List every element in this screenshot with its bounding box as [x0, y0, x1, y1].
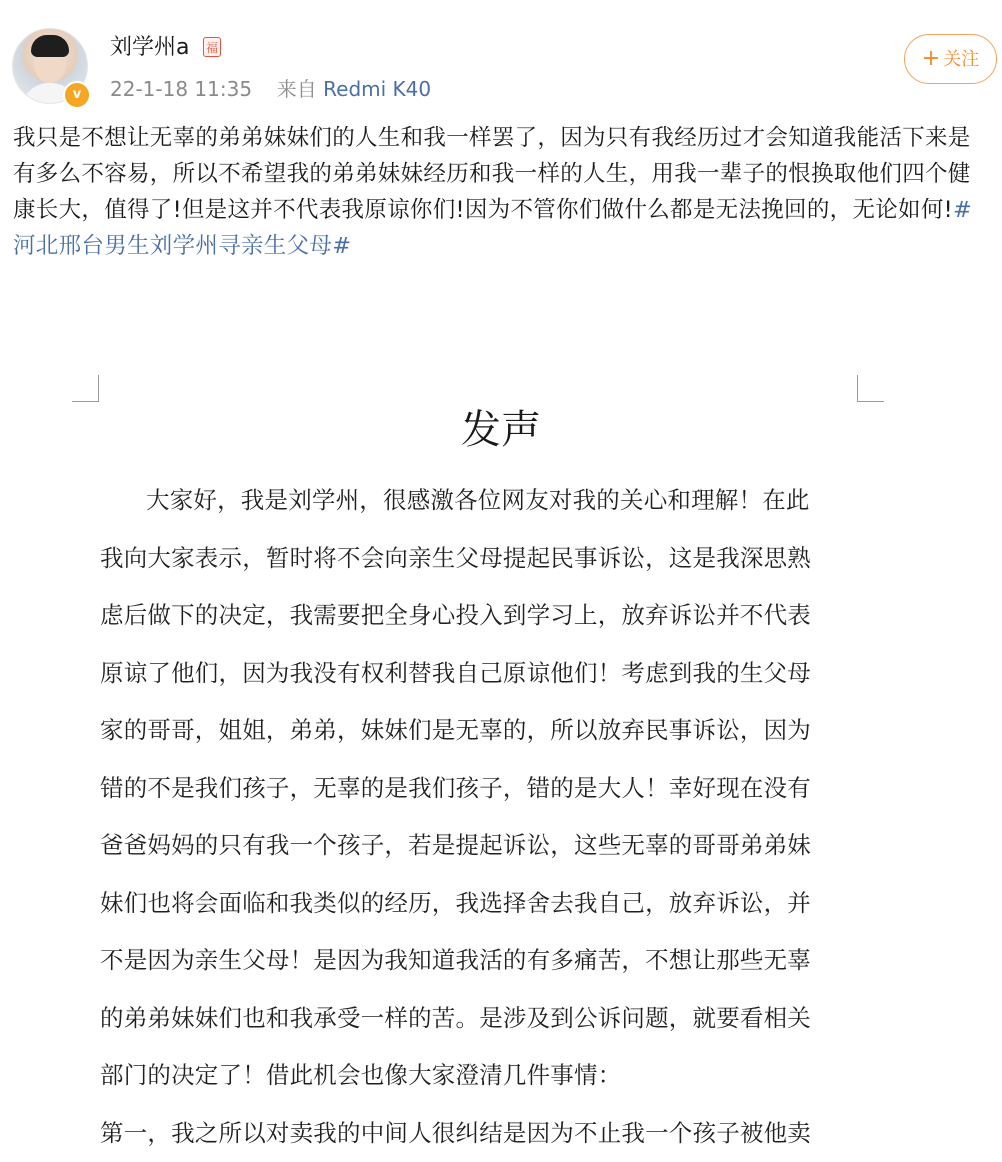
post-body-text: 我只是不想让无辜的弟弟妹妹们的人生和我一样罢了，因为只有我经历过才会知道我能活下来是有多么不容易，所以不希望我的弟弟妹妹经历和我一样的人生，用我一辈子的恨换取他们四个健康长大，值得了!但是这并不代表我原谅你们!因为不管你们做什么都是无法挽回的，无论如何!: [13, 125, 971, 223]
document-line: 第一，我之所以对卖我的中间人很纠结是因为不止我一个孩子被他卖: [100, 1105, 855, 1162]
document-line: 大家好，我是刘学州，很感激各位网友对我的关心和理解！在此: [100, 472, 855, 530]
avatar-hair: [31, 35, 69, 57]
document-line: 虑后做下的决定，我需要把全身心投入到学习上，放弃诉讼并不代表: [100, 587, 855, 645]
post-device[interactable]: Redmi K40: [323, 77, 431, 101]
follow-button[interactable]: [904, 34, 997, 84]
follow-label: 关注: [943, 49, 979, 70]
username[interactable]: 刘学州a: [110, 34, 189, 62]
document-line: 部门的决定了！借此机会也像大家澄清几件事情：: [100, 1047, 855, 1105]
document-body: [100, 472, 855, 1162]
post-timestamp: 22-1-18 11:35: [110, 77, 252, 101]
post-text: [13, 120, 993, 264]
document-line: 家的哥哥，姐姐，弟弟，妹妹们是无辜的，所以放弃民事诉讼，因为: [100, 702, 855, 760]
plus-icon: +: [922, 46, 940, 71]
document-line: 爸爸妈妈的只有我一个孩子，若是提起诉讼，这些无辜的哥哥弟弟妹: [100, 817, 855, 875]
crop-mark-left: [72, 375, 99, 402]
document-line: 原谅了他们，因为我没有权利替我自己原谅他们！考虑到我的生父母: [100, 645, 855, 703]
document-line: 错的不是我们孩子，无辜的是我们孩子，错的是大人！幸好现在没有: [100, 760, 855, 818]
embedded-document-image[interactable]: [0, 360, 1002, 1144]
document-line: 我向大家表示，暂时将不会向亲生父母提起民事诉讼，这是我深思熟: [100, 530, 855, 588]
document-line: 妹们也将会面临和我类似的经历，我选择舍去我自己，放弃诉讼，并: [100, 875, 855, 933]
fortune-badge-icon: 福: [203, 37, 221, 57]
verified-badge-icon: v: [63, 81, 91, 109]
document-title: 发声: [0, 402, 1002, 458]
crop-mark-right: [857, 375, 884, 402]
document-line: 不是因为亲生父母！是因为我知道我活的有多痛苦，不想让那些无辜: [100, 932, 855, 990]
hashtag-link[interactable]: #河北邢台男生刘学州寻亲生父母#: [13, 197, 972, 259]
post-header: [0, 0, 1002, 115]
post-meta: [110, 76, 431, 102]
document-line: 的弟弟妹妹们也和我承受一样的苦。是涉及到公诉问题，就要看相关: [100, 990, 855, 1048]
post-source-prefix: 来自: [277, 77, 317, 101]
